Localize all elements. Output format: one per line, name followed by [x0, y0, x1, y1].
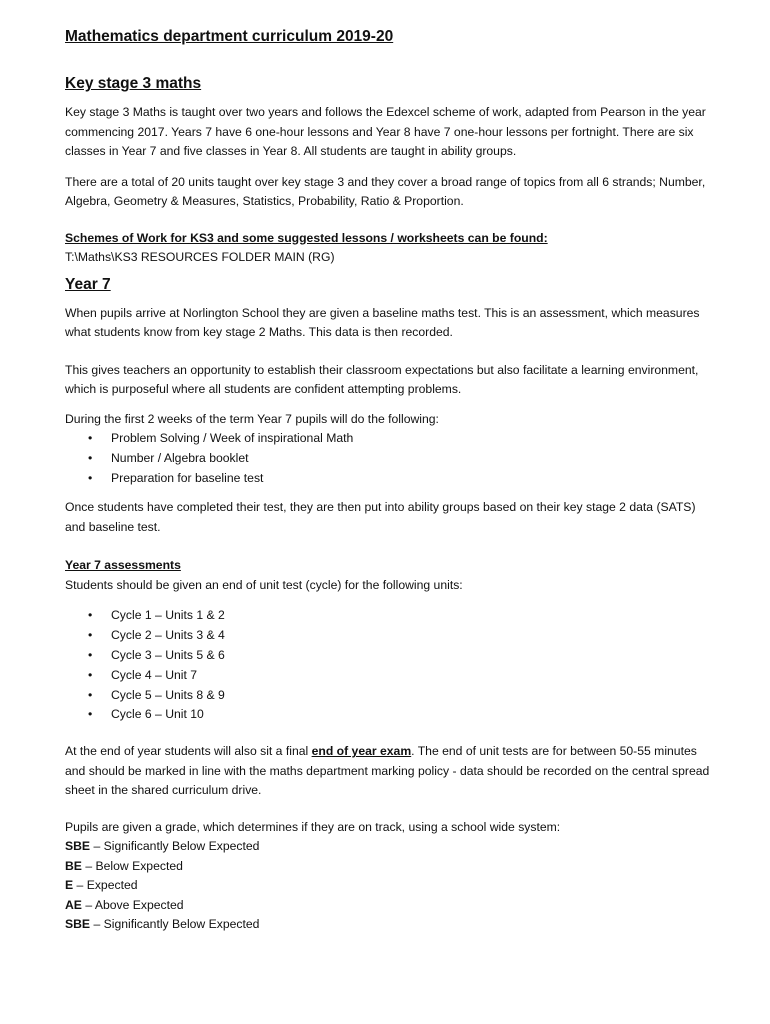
- bullet-icon: •: [88, 470, 93, 485]
- list-item: • Cycle 3 – Units 5 & 6: [65, 646, 715, 666]
- year7-paragraph-4: Once students have completed their test, they are then put into ability groups based on their key stage 2 data (SATS) and baseline test.: [65, 500, 696, 534]
- bullet-icon: •: [88, 647, 93, 662]
- ks3-paragraph-1: Key stage 3 Maths is taught over two years and follows the Edexcel scheme of work, adapted from Pearson in the year commencing 2017. Years 7 have 6 one-hour lessons and Year 8 have 7 one-hour lessons per fortnight. There are six classes in Year 7 and five classes in Year 8. All students are taught in ability groups.: [65, 105, 706, 158]
- document-title: Mathematics department curriculum 2019-20: [65, 28, 394, 45]
- list-item: • Number / Algebra booklet: [65, 449, 715, 469]
- assessments-intro: Students should be given an end of unit test (cycle) for the following units:: [65, 577, 463, 592]
- bullet-icon: •: [88, 431, 93, 445]
- ks3-heading: Key stage 3 maths: [65, 75, 202, 92]
- year7-paragraph-1: When pupils arrive at Norlington School they are given a baseline maths test. This is an assessment, which measures what students know from key stage 2 Maths. This data is then recorded.: [65, 305, 700, 339]
- grade-intro: Pupils are given a grade, which determines if they are on track, using a school wide system:: [65, 819, 561, 834]
- document-page: [65, 22, 715, 935]
- list-item: • Cycle 1 – Units 1 & 2: [65, 606, 715, 626]
- year7-heading: Year 7: [65, 275, 111, 293]
- grades-list: [65, 837, 715, 935]
- schemes-heading: Schemes of Work for KS3 and some suggested lessons / worksheets can be found:: [65, 230, 548, 245]
- bullet-icon: •: [88, 707, 93, 722]
- year7-paragraph-3: During the first 2 weeks of the term Year 7 pupils will do the following:: [65, 411, 439, 426]
- bullet-icon: •: [88, 667, 93, 682]
- schemes-path: T:\Maths\KS3 RESOURCES FOLDER MAIN (RG): [65, 250, 335, 264]
- bullet-icon: •: [88, 608, 93, 623]
- year7-paragraph-2: This gives teachers an opportunity to establish their classroom expectations but also facilitate a learning environment, which is purposeful where all students are confident attempting problems.: [65, 362, 699, 396]
- list-item: • Preparation for baseline test: [65, 469, 715, 489]
- end-of-year-paragraph: At the end of year students will also sit a final end of year exam. The end of unit tests are for between 50-55 minutes and should be marked in line with the maths department marking policy - data should be recorded on the central spread sheet in the shared curriculum drive.: [65, 744, 710, 798]
- end-of-year-exam-emphasis: end of year exam: [311, 744, 412, 759]
- list-item: • Cycle 5 – Units 8 & 9: [65, 686, 715, 706]
- bullet-icon: •: [88, 628, 93, 643]
- list-item: • Cycle 2 – Units 3 & 4: [65, 626, 715, 646]
- ks3-paragraph-2: There are a total of 20 units taught over key stage 3 and they cover a broad range of topics from all 6 strands; Number, Algebra, Geometry & Measures, Statistics, Probability, Ratio & Proportion.: [65, 174, 706, 208]
- list-item: • Problem Solving / Week of inspirational Math: [65, 429, 715, 449]
- grade-row: AE – Above Expected: [65, 897, 184, 912]
- grade-row: SBE – Significantly Below Expected: [65, 839, 260, 854]
- bullet-icon: •: [88, 687, 93, 702]
- list-item: • Cycle 4 – Unit 7: [65, 666, 715, 686]
- first-weeks-list: [65, 429, 715, 488]
- grade-row: BE – Below Expected: [65, 858, 183, 873]
- grade-row: SBE – Significantly Below Expected: [65, 917, 260, 932]
- bullet-icon: •: [88, 450, 93, 465]
- grade-row: E – Expected: [65, 878, 138, 893]
- cycles-list: [65, 606, 715, 725]
- list-item: • Cycle 6 – Unit 10: [65, 705, 715, 725]
- assessments-heading: Year 7 assessments: [65, 558, 181, 573]
